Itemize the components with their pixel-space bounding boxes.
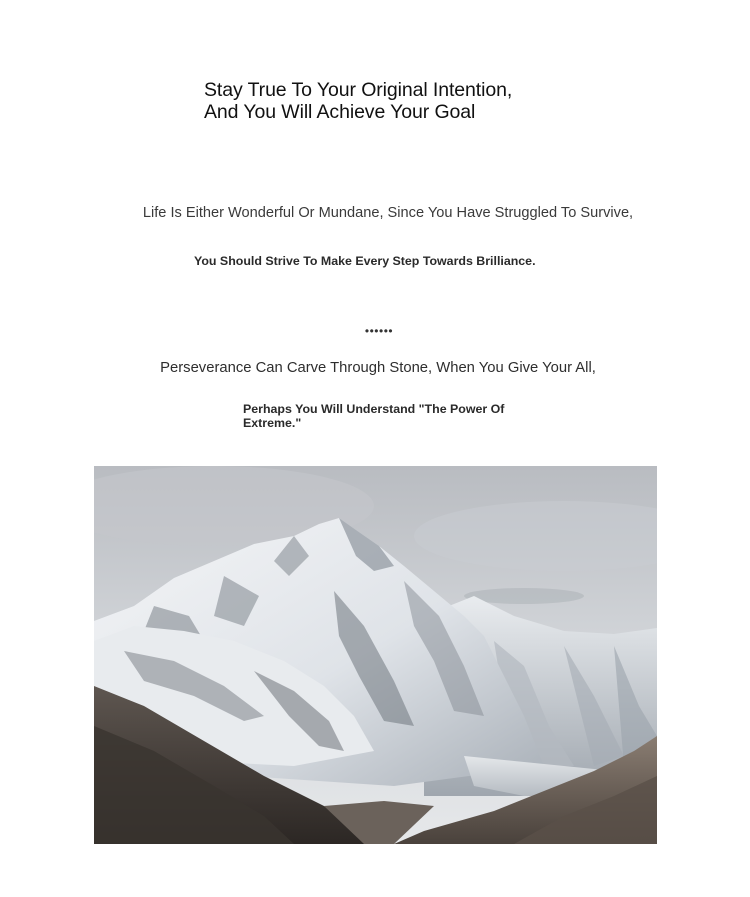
body-text-line-1: Life Is Either Wonderful Or Mundane, Since You Have Struggled To Survive, (142, 205, 634, 221)
mountain-photo (94, 466, 657, 844)
body-text-line-2: You Should Strive To Make Every Step Towards Brilliance. (194, 254, 536, 268)
headline-line-1: Stay True To Your Original Intention, (204, 79, 513, 101)
body-text-line-3: Perseverance Can Carve Through Stone, When You Give Your All, (160, 360, 596, 376)
dot-divider: •••••• (364, 324, 394, 338)
headline-line-2: And You Will Achieve Your Goal (204, 101, 476, 123)
headline (204, 79, 564, 123)
body-text-line-4: Perhaps You Will Understand "The Power Of Extreme." (243, 402, 505, 430)
